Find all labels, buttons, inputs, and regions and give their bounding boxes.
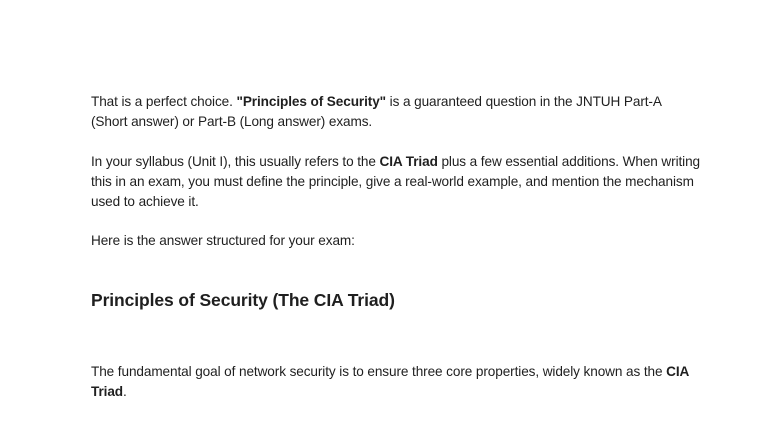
intro-text-lead: That is a perfect choice. bbox=[91, 94, 237, 109]
goal-text-bold: CIA Triad bbox=[91, 364, 689, 399]
intro-text-tail: is a guaranteed question in the JNTUH Part-A (Short answer) or Part-B (Long answer) exams. bbox=[91, 94, 662, 129]
syllabus-text-bold: CIA Triad bbox=[379, 154, 438, 169]
goal-text-tail: . bbox=[122, 384, 127, 399]
section-heading: Principles of Security (The CIA Triad) bbox=[91, 290, 395, 310]
syllabus-paragraph bbox=[91, 152, 701, 212]
syllabus-text-lead: In your syllabus (Unit I), this usually refers to the bbox=[91, 154, 380, 169]
structure-paragraph: Here is the answer structured for your exam: bbox=[91, 233, 355, 248]
syllabus-text-tail: plus a few essential additions. When writing this in an exam, you must define the principle, give a real-world example, and mention the mechanism used to achieve it. bbox=[91, 154, 701, 209]
intro-text-bold: "Principles of Security" bbox=[236, 94, 386, 109]
intro-paragraph bbox=[91, 92, 701, 132]
goal-text-lead: The fundamental goal of network security is to ensure three core properties, widely known as the bbox=[91, 364, 667, 379]
document-body bbox=[91, 92, 701, 399]
goal-paragraph bbox=[91, 362, 701, 402]
